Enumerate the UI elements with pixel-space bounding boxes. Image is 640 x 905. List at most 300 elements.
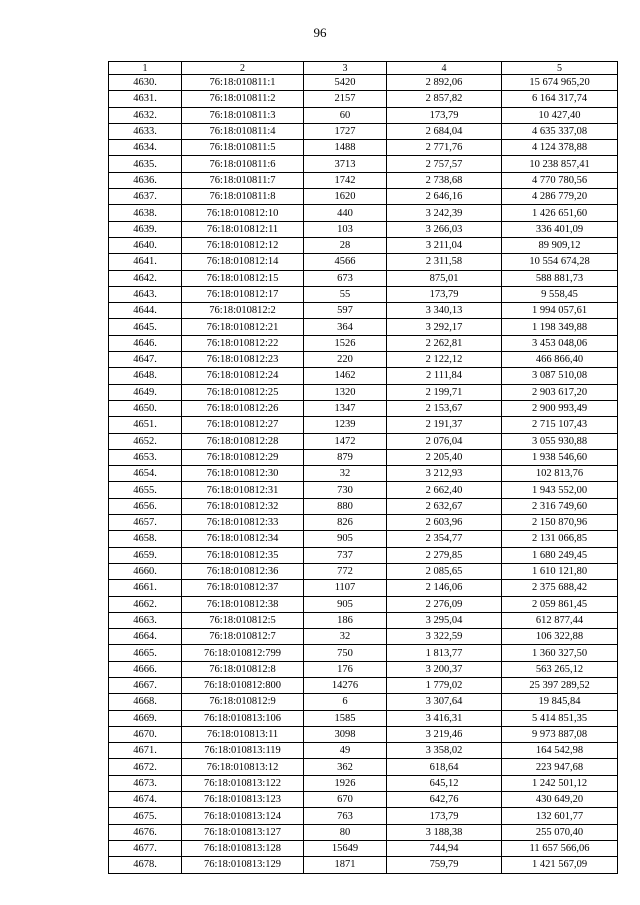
row-number-cell: 4640. xyxy=(109,237,182,253)
area-cell: 364 xyxy=(304,319,387,335)
table-row xyxy=(109,221,618,237)
specific-value-cell: 2 603,96 xyxy=(387,515,502,531)
specific-value-cell: 875,01 xyxy=(387,270,502,286)
table-row xyxy=(109,335,618,351)
cadastral-number-cell: 76:18:010812:14 xyxy=(182,254,304,270)
table-row xyxy=(109,515,618,531)
specific-value-cell: 2 738,68 xyxy=(387,172,502,188)
area-cell: 1107 xyxy=(304,580,387,596)
specific-value-cell: 3 219,46 xyxy=(387,726,502,742)
area-cell: 1926 xyxy=(304,775,387,791)
table-row xyxy=(109,498,618,514)
row-number-cell: 4677. xyxy=(109,840,182,856)
cadastral-value-cell: 1 242 501,12 xyxy=(502,775,618,791)
table-row xyxy=(109,156,618,172)
area-cell: 1742 xyxy=(304,172,387,188)
table-row xyxy=(109,384,618,400)
cadastral-number-cell: 76:18:010812:12 xyxy=(182,237,304,253)
table-row xyxy=(109,792,618,808)
row-number-cell: 4661. xyxy=(109,580,182,596)
row-number-cell: 4638. xyxy=(109,205,182,221)
area-cell: 673 xyxy=(304,270,387,286)
column-header-1: 1 xyxy=(109,62,182,75)
row-number-cell: 4666. xyxy=(109,661,182,677)
area-cell: 879 xyxy=(304,449,387,465)
table-row xyxy=(109,661,618,677)
table-row xyxy=(109,107,618,123)
table-row xyxy=(109,286,618,302)
cadastral-number-cell: 76:18:010813:129 xyxy=(182,857,304,873)
table-row xyxy=(109,677,618,693)
cadastral-number-cell: 76:18:010812:32 xyxy=(182,498,304,514)
cadastral-value-cell: 15 674 965,20 xyxy=(502,75,618,91)
row-number-cell: 4649. xyxy=(109,384,182,400)
row-number-cell: 4648. xyxy=(109,368,182,384)
table-row xyxy=(109,808,618,824)
area-cell: 6 xyxy=(304,694,387,710)
specific-value-cell: 2 646,16 xyxy=(387,189,502,205)
area-cell: 1347 xyxy=(304,400,387,416)
specific-value-cell: 173,79 xyxy=(387,286,502,302)
area-cell: 80 xyxy=(304,824,387,840)
area-cell: 737 xyxy=(304,547,387,563)
table-row xyxy=(109,743,618,759)
cadastral-value-cell: 6 164 317,74 xyxy=(502,91,618,107)
specific-value-cell: 3 416,31 xyxy=(387,710,502,726)
area-cell: 32 xyxy=(304,629,387,645)
cadastral-value-cell: 89 909,12 xyxy=(502,237,618,253)
cadastral-value-cell: 1 680 249,45 xyxy=(502,547,618,563)
table-row xyxy=(109,563,618,579)
table-row xyxy=(109,352,618,368)
cadastral-number-cell: 76:18:010812:25 xyxy=(182,384,304,400)
area-cell: 103 xyxy=(304,221,387,237)
area-cell: 826 xyxy=(304,515,387,531)
specific-value-cell: 2 122,12 xyxy=(387,352,502,368)
area-cell: 1585 xyxy=(304,710,387,726)
specific-value-cell: 3 340,13 xyxy=(387,303,502,319)
specific-value-cell: 2 205,40 xyxy=(387,449,502,465)
cadastral-value-cell: 19 845,84 xyxy=(502,694,618,710)
cadastral-value-cell: 563 265,12 xyxy=(502,661,618,677)
table-body xyxy=(109,75,618,874)
cadastral-value-cell: 1 938 546,60 xyxy=(502,449,618,465)
area-cell: 186 xyxy=(304,612,387,628)
table-row xyxy=(109,270,618,286)
cadastral-number-cell: 76:18:010812:34 xyxy=(182,531,304,547)
row-number-cell: 4658. xyxy=(109,531,182,547)
specific-value-cell: 3 200,37 xyxy=(387,661,502,677)
cadastral-value-cell: 1 198 349,88 xyxy=(502,319,618,335)
specific-value-cell: 2 279,85 xyxy=(387,547,502,563)
row-number-cell: 4678. xyxy=(109,857,182,873)
cadastral-number-cell: 76:18:010812:9 xyxy=(182,694,304,710)
table-row xyxy=(109,580,618,596)
specific-value-cell: 2 111,84 xyxy=(387,368,502,384)
area-cell: 32 xyxy=(304,466,387,482)
area-cell: 905 xyxy=(304,531,387,547)
area-cell: 750 xyxy=(304,645,387,661)
cadastral-number-cell: 76:18:010811:5 xyxy=(182,140,304,156)
specific-value-cell: 2 892,06 xyxy=(387,75,502,91)
cadastral-number-cell: 76:18:010812:22 xyxy=(182,335,304,351)
cadastral-number-cell: 76:18:010813:106 xyxy=(182,710,304,726)
cadastral-value-cell: 1 426 651,60 xyxy=(502,205,618,221)
cadastral-number-cell: 76:18:010812:23 xyxy=(182,352,304,368)
cadastral-number-cell: 76:18:010812:2 xyxy=(182,303,304,319)
cadastral-number-cell: 76:18:010813:128 xyxy=(182,840,304,856)
specific-value-cell: 3 188,38 xyxy=(387,824,502,840)
cadastral-number-cell: 76:18:010811:7 xyxy=(182,172,304,188)
specific-value-cell: 645,12 xyxy=(387,775,502,791)
specific-value-cell: 618,64 xyxy=(387,759,502,775)
area-cell: 1488 xyxy=(304,140,387,156)
row-number-cell: 4663. xyxy=(109,612,182,628)
row-number-cell: 4656. xyxy=(109,498,182,514)
row-number-cell: 4641. xyxy=(109,254,182,270)
specific-value-cell: 2 354,77 xyxy=(387,531,502,547)
cadastral-number-cell: 76:18:010813:119 xyxy=(182,743,304,759)
table-row xyxy=(109,237,618,253)
specific-value-cell: 2 085,65 xyxy=(387,563,502,579)
table-row xyxy=(109,303,618,319)
specific-value-cell: 3 212,93 xyxy=(387,466,502,482)
area-cell: 1472 xyxy=(304,433,387,449)
cadastral-number-cell: 76:18:010812:31 xyxy=(182,482,304,498)
area-cell: 763 xyxy=(304,808,387,824)
specific-value-cell: 2 191,37 xyxy=(387,417,502,433)
cadastral-value-cell: 2 059 861,45 xyxy=(502,596,618,612)
cadastral-number-cell: 76:18:010812:26 xyxy=(182,400,304,416)
specific-value-cell: 2 771,76 xyxy=(387,140,502,156)
row-number-cell: 4631. xyxy=(109,91,182,107)
area-cell: 880 xyxy=(304,498,387,514)
row-number-cell: 4646. xyxy=(109,335,182,351)
cadastral-value-table xyxy=(108,61,618,874)
table-row xyxy=(109,824,618,840)
cadastral-value-cell: 2 903 617,20 xyxy=(502,384,618,400)
cadastral-number-cell: 76:18:010812:36 xyxy=(182,563,304,579)
column-header-5: 5 xyxy=(502,62,618,75)
cadastral-value-cell: 466 866,40 xyxy=(502,352,618,368)
row-number-cell: 4637. xyxy=(109,189,182,205)
area-cell: 1462 xyxy=(304,368,387,384)
cadastral-number-cell: 76:18:010813:11 xyxy=(182,726,304,742)
cadastral-value-cell: 4 770 780,56 xyxy=(502,172,618,188)
cadastral-value-cell: 1 421 567,09 xyxy=(502,857,618,873)
specific-value-cell: 1 779,02 xyxy=(387,677,502,693)
specific-value-cell: 642,76 xyxy=(387,792,502,808)
specific-value-cell: 2 757,57 xyxy=(387,156,502,172)
row-number-cell: 4632. xyxy=(109,107,182,123)
cadastral-value-cell: 2 715 107,43 xyxy=(502,417,618,433)
specific-value-cell: 173,79 xyxy=(387,808,502,824)
area-cell: 4566 xyxy=(304,254,387,270)
cadastral-number-cell: 76:18:010812:30 xyxy=(182,466,304,482)
row-number-cell: 4645. xyxy=(109,319,182,335)
cadastral-number-cell: 76:18:010813:124 xyxy=(182,808,304,824)
area-cell: 28 xyxy=(304,237,387,253)
table-row xyxy=(109,254,618,270)
row-number-cell: 4676. xyxy=(109,824,182,840)
cadastral-number-cell: 76:18:010812:21 xyxy=(182,319,304,335)
cadastral-value-cell: 10 238 857,41 xyxy=(502,156,618,172)
cadastral-number-cell: 76:18:010811:2 xyxy=(182,91,304,107)
table-row xyxy=(109,433,618,449)
cadastral-number-cell: 76:18:010813:127 xyxy=(182,824,304,840)
area-cell: 1526 xyxy=(304,335,387,351)
specific-value-cell: 2 199,71 xyxy=(387,384,502,400)
specific-value-cell: 2 857,82 xyxy=(387,91,502,107)
area-cell: 440 xyxy=(304,205,387,221)
row-number-cell: 4675. xyxy=(109,808,182,824)
cadastral-number-cell: 76:18:010812:35 xyxy=(182,547,304,563)
table-row xyxy=(109,189,618,205)
table-row xyxy=(109,466,618,482)
page-number: 96 xyxy=(313,25,327,40)
area-cell: 772 xyxy=(304,563,387,579)
row-number-cell: 4660. xyxy=(109,563,182,579)
row-number-cell: 4642. xyxy=(109,270,182,286)
area-cell: 49 xyxy=(304,743,387,759)
area-cell: 1727 xyxy=(304,123,387,139)
specific-value-cell: 2 684,04 xyxy=(387,123,502,139)
cadastral-number-cell: 76:18:010812:17 xyxy=(182,286,304,302)
cadastral-number-cell: 76:18:010812:8 xyxy=(182,661,304,677)
cadastral-number-cell: 76:18:010812:24 xyxy=(182,368,304,384)
specific-value-cell: 173,79 xyxy=(387,107,502,123)
table-row xyxy=(109,629,618,645)
specific-value-cell: 2 632,67 xyxy=(387,498,502,514)
cadastral-value-cell: 3 087 510,08 xyxy=(502,368,618,384)
cadastral-number-cell: 76:18:010813:12 xyxy=(182,759,304,775)
table-row xyxy=(109,417,618,433)
cadastral-value-cell: 9 973 887,08 xyxy=(502,726,618,742)
row-number-cell: 4635. xyxy=(109,156,182,172)
cadastral-value-cell: 336 401,09 xyxy=(502,221,618,237)
table-row xyxy=(109,612,618,628)
row-number-cell: 4659. xyxy=(109,547,182,563)
table-row xyxy=(109,75,618,91)
row-number-cell: 4657. xyxy=(109,515,182,531)
table-row xyxy=(109,759,618,775)
cadastral-value-cell: 1 943 552,00 xyxy=(502,482,618,498)
area-cell: 176 xyxy=(304,661,387,677)
table-row xyxy=(109,482,618,498)
table-row xyxy=(109,319,618,335)
table-row xyxy=(109,840,618,856)
table-row xyxy=(109,140,618,156)
table-row xyxy=(109,694,618,710)
table-row xyxy=(109,205,618,221)
cadastral-number-cell: 76:18:010811:8 xyxy=(182,189,304,205)
table-row xyxy=(109,400,618,416)
cadastral-number-cell: 76:18:010813:122 xyxy=(182,775,304,791)
area-cell: 670 xyxy=(304,792,387,808)
cadastral-number-cell: 76:18:010812:5 xyxy=(182,612,304,628)
cadastral-value-cell: 4 286 779,20 xyxy=(502,189,618,205)
cadastral-number-cell: 76:18:010812:28 xyxy=(182,433,304,449)
specific-value-cell: 2 276,09 xyxy=(387,596,502,612)
row-number-cell: 4664. xyxy=(109,629,182,645)
row-number-cell: 4630. xyxy=(109,75,182,91)
cadastral-value-cell: 1 994 057,61 xyxy=(502,303,618,319)
table-header-row xyxy=(109,62,618,75)
table-row xyxy=(109,547,618,563)
row-number-cell: 4667. xyxy=(109,677,182,693)
cadastral-number-cell: 76:18:010812:800 xyxy=(182,677,304,693)
cadastral-value-cell: 5 414 851,35 xyxy=(502,710,618,726)
cadastral-value-cell: 106 322,88 xyxy=(502,629,618,645)
area-cell: 3098 xyxy=(304,726,387,742)
cadastral-number-cell: 76:18:010812:15 xyxy=(182,270,304,286)
cadastral-value-cell: 3 453 048,06 xyxy=(502,335,618,351)
row-number-cell: 4674. xyxy=(109,792,182,808)
table-row xyxy=(109,368,618,384)
specific-value-cell: 3 358,02 xyxy=(387,743,502,759)
specific-value-cell: 3 322,59 xyxy=(387,629,502,645)
table-row xyxy=(109,596,618,612)
cadastral-number-cell: 76:18:010811:1 xyxy=(182,75,304,91)
specific-value-cell: 2 262,81 xyxy=(387,335,502,351)
specific-value-cell: 2 311,58 xyxy=(387,254,502,270)
table-row xyxy=(109,123,618,139)
row-number-cell: 4673. xyxy=(109,775,182,791)
area-cell: 1239 xyxy=(304,417,387,433)
cadastral-value-cell: 4 124 378,88 xyxy=(502,140,618,156)
cadastral-value-cell: 164 542,98 xyxy=(502,743,618,759)
table-row xyxy=(109,645,618,661)
row-number-cell: 4651. xyxy=(109,417,182,433)
area-cell: 1320 xyxy=(304,384,387,400)
cadastral-number-cell: 76:18:010812:11 xyxy=(182,221,304,237)
cadastral-value-cell: 10 554 674,28 xyxy=(502,254,618,270)
row-number-cell: 4650. xyxy=(109,400,182,416)
cadastral-value-cell: 1 360 327,50 xyxy=(502,645,618,661)
specific-value-cell: 3 292,17 xyxy=(387,319,502,335)
specific-value-cell: 2 146,06 xyxy=(387,580,502,596)
table-row xyxy=(109,172,618,188)
cadastral-number-cell: 76:18:010812:27 xyxy=(182,417,304,433)
area-cell: 3713 xyxy=(304,156,387,172)
area-cell: 730 xyxy=(304,482,387,498)
area-cell: 2157 xyxy=(304,91,387,107)
cadastral-value-cell: 1 610 121,80 xyxy=(502,563,618,579)
cadastral-number-cell: 76:18:010811:6 xyxy=(182,156,304,172)
row-number-cell: 4665. xyxy=(109,645,182,661)
area-cell: 1871 xyxy=(304,857,387,873)
cadastral-value-cell: 25 397 289,52 xyxy=(502,677,618,693)
area-cell: 5420 xyxy=(304,75,387,91)
cadastral-value-cell: 612 877,44 xyxy=(502,612,618,628)
cadastral-value-cell: 4 635 337,08 xyxy=(502,123,618,139)
cadastral-number-cell: 76:18:010812:37 xyxy=(182,580,304,596)
row-number-cell: 4662. xyxy=(109,596,182,612)
row-number-cell: 4672. xyxy=(109,759,182,775)
specific-value-cell: 3 307,64 xyxy=(387,694,502,710)
specific-value-cell: 2 076,04 xyxy=(387,433,502,449)
column-header-3: 3 xyxy=(304,62,387,75)
specific-value-cell: 3 211,04 xyxy=(387,237,502,253)
table-row xyxy=(109,531,618,547)
cadastral-value-cell: 11 657 566,06 xyxy=(502,840,618,856)
cadastral-value-cell: 223 947,68 xyxy=(502,759,618,775)
row-number-cell: 4655. xyxy=(109,482,182,498)
area-cell: 15649 xyxy=(304,840,387,856)
table-row xyxy=(109,775,618,791)
row-number-cell: 4633. xyxy=(109,123,182,139)
row-number-cell: 4668. xyxy=(109,694,182,710)
table-row xyxy=(109,91,618,107)
cadastral-number-cell: 76:18:010812:10 xyxy=(182,205,304,221)
row-number-cell: 4644. xyxy=(109,303,182,319)
row-number-cell: 4671. xyxy=(109,743,182,759)
cadastral-number-cell: 76:18:010811:4 xyxy=(182,123,304,139)
specific-value-cell: 3 266,03 xyxy=(387,221,502,237)
table-row xyxy=(109,710,618,726)
cadastral-number-cell: 76:18:010812:799 xyxy=(182,645,304,661)
area-cell: 597 xyxy=(304,303,387,319)
column-header-4: 4 xyxy=(387,62,502,75)
row-number-cell: 4636. xyxy=(109,172,182,188)
cadastral-value-cell: 132 601,77 xyxy=(502,808,618,824)
cadastral-value-cell: 2 316 749,60 xyxy=(502,498,618,514)
cadastral-number-cell: 76:18:010812:29 xyxy=(182,449,304,465)
area-cell: 1620 xyxy=(304,189,387,205)
cadastral-value-cell: 255 070,40 xyxy=(502,824,618,840)
cadastral-number-cell: 76:18:010812:33 xyxy=(182,515,304,531)
cadastral-value-cell: 2 150 870,96 xyxy=(502,515,618,531)
cadastral-value-cell: 430 649,20 xyxy=(502,792,618,808)
area-cell: 14276 xyxy=(304,677,387,693)
table-row xyxy=(109,857,618,873)
cadastral-number-cell: 76:18:010813:123 xyxy=(182,792,304,808)
row-number-cell: 4643. xyxy=(109,286,182,302)
row-number-cell: 4670. xyxy=(109,726,182,742)
area-cell: 60 xyxy=(304,107,387,123)
cadastral-value-cell: 10 427,40 xyxy=(502,107,618,123)
cadastral-value-cell: 2 375 688,42 xyxy=(502,580,618,596)
specific-value-cell: 1 813,77 xyxy=(387,645,502,661)
area-cell: 362 xyxy=(304,759,387,775)
cadastral-number-cell: 76:18:010812:7 xyxy=(182,629,304,645)
area-cell: 55 xyxy=(304,286,387,302)
cadastral-value-cell: 2 900 993,49 xyxy=(502,400,618,416)
cadastral-value-cell: 3 055 930,88 xyxy=(502,433,618,449)
cadastral-number-cell: 76:18:010812:38 xyxy=(182,596,304,612)
area-cell: 905 xyxy=(304,596,387,612)
cadastral-value-cell: 9 558,45 xyxy=(502,286,618,302)
cadastral-value-cell: 2 131 066,85 xyxy=(502,531,618,547)
column-header-2: 2 xyxy=(182,62,304,75)
specific-value-cell: 2 153,67 xyxy=(387,400,502,416)
specific-value-cell: 2 662,40 xyxy=(387,482,502,498)
table-row xyxy=(109,726,618,742)
specific-value-cell: 3 242,39 xyxy=(387,205,502,221)
cadastral-value-cell: 588 881,73 xyxy=(502,270,618,286)
row-number-cell: 4639. xyxy=(109,221,182,237)
specific-value-cell: 744,94 xyxy=(387,840,502,856)
row-number-cell: 4647. xyxy=(109,352,182,368)
cadastral-value-cell: 102 813,76 xyxy=(502,466,618,482)
table-row xyxy=(109,449,618,465)
row-number-cell: 4634. xyxy=(109,140,182,156)
row-number-cell: 4654. xyxy=(109,466,182,482)
row-number-cell: 4653. xyxy=(109,449,182,465)
area-cell: 220 xyxy=(304,352,387,368)
cadastral-number-cell: 76:18:010811:3 xyxy=(182,107,304,123)
row-number-cell: 4669. xyxy=(109,710,182,726)
